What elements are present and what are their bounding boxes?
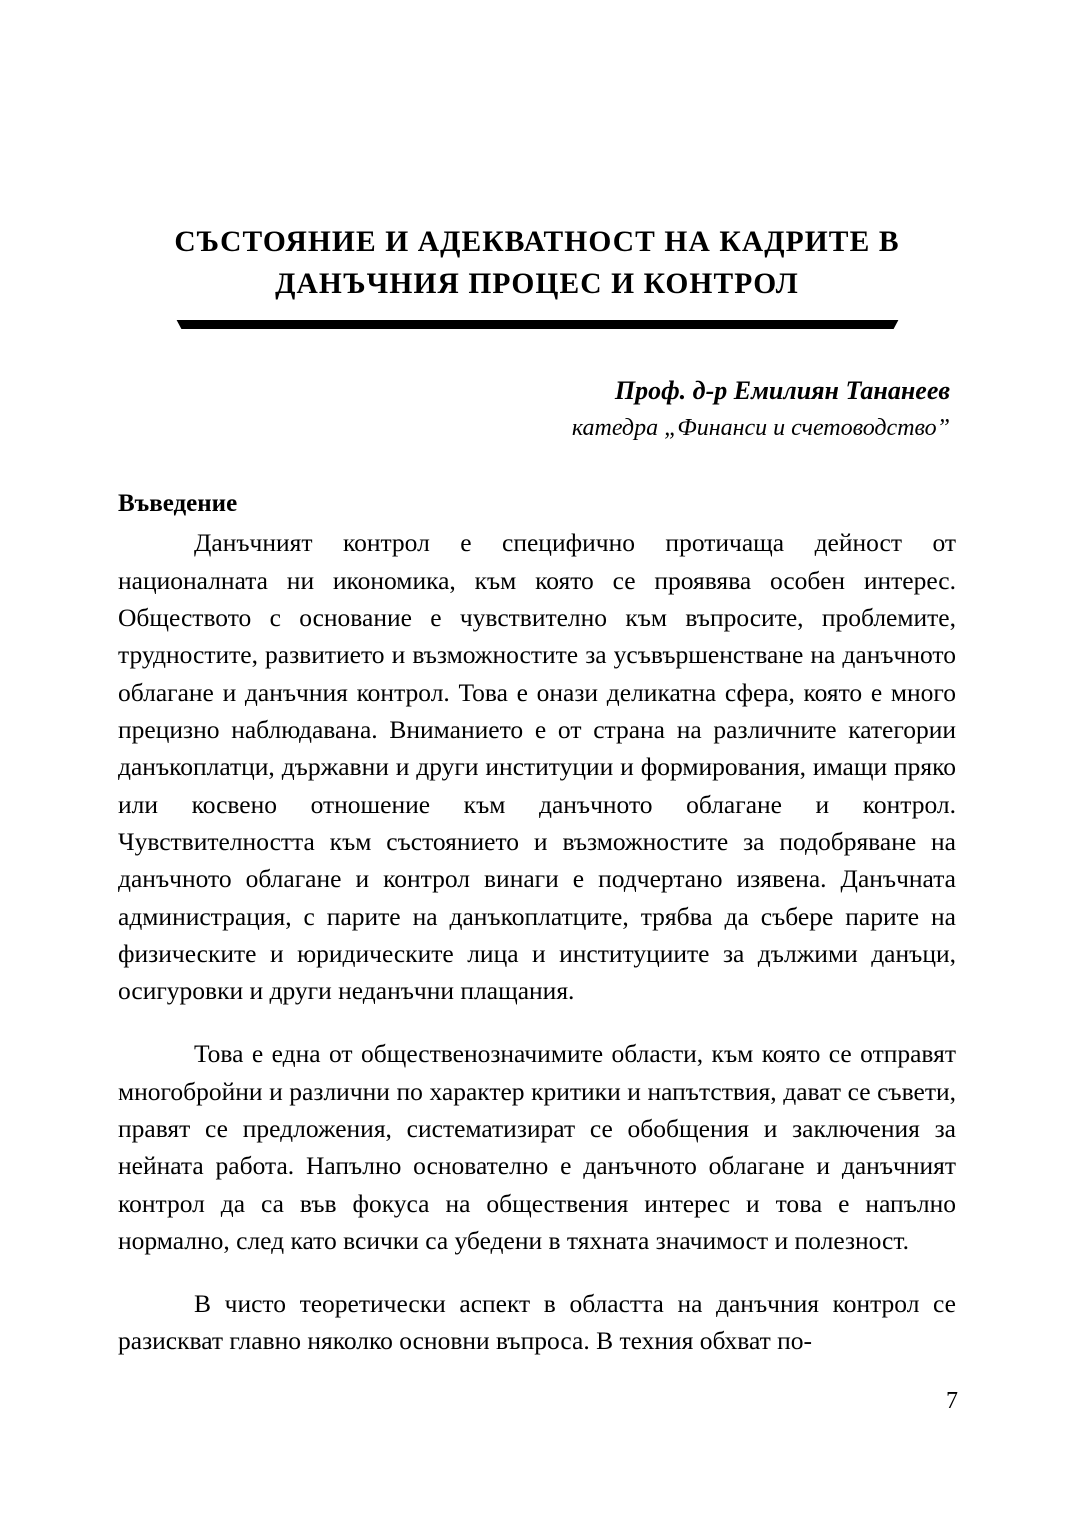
page-title <box>118 222 956 306</box>
author-department: катедра „Финанси и счетоводство” <box>571 414 950 441</box>
title-divider <box>118 320 956 329</box>
body-paragraph-3: В чисто теоретически аспект в областта на данъчния контрол се разискват главно няколко основни въпроса. В техния обхват по- <box>118 1288 956 1356</box>
title-line-1: СЪСТОЯНИЕ И АДЕКВАТНОСТ НА КАДРИТЕ В <box>174 226 900 258</box>
divider-bar <box>174 320 901 329</box>
body-paragraph-2: Това е една от общественозначимите области, към която се отправят многобройни и различни по характер критики и напътствия, дават се съвети, правят се предложения, систематизират се обобщения и заключения за нейната работа. Напълно основателно е данъчното облагане и данъчният контрол да са във фокуса на обществения интерес и това е напълно нормално, след като всички са убедени в тяхната значимост и полезност. <box>118 1039 956 1255</box>
author-block <box>118 373 956 444</box>
page-content <box>118 0 956 1385</box>
page-number: 7 <box>946 1388 958 1414</box>
author-name: Проф. д-р Емилиян Тананеев <box>614 375 950 405</box>
body-paragraph-1: Данъчният контрол е специфично протичаща дейност от националната ни икономика, към която се проявява особен интерес. Обществото с основание е чувствително към въпросите, проблемите, трудностите, развитието и възможностите за усъвършенстване на данъчното облагане и данъчния контрол. Това е онази деликатна сфера, която е много прецизно наблюдавана. Вниманието е от страна на различните категории данъкоплатци, държавни и други институции и формирования, имащи пряко или косвено отношение към данъчното облагане и контрол. Чувствителността към състоянието и възможностите за подобряване на данъчното облагане и контрол винаги е подчертано изявена. Данъчната администрация, с парите на данъкоплатците, трябва да събере парите на физическите и юридическите лица и институциите за дължими данъци, осигуровки и други неданъчни плащания. <box>118 528 956 1006</box>
title-line-2: ДАНЪЧНИЯ ПРОЦЕС И КОНТРОЛ <box>275 267 799 300</box>
section-heading-introduction: Въведение <box>118 490 238 518</box>
